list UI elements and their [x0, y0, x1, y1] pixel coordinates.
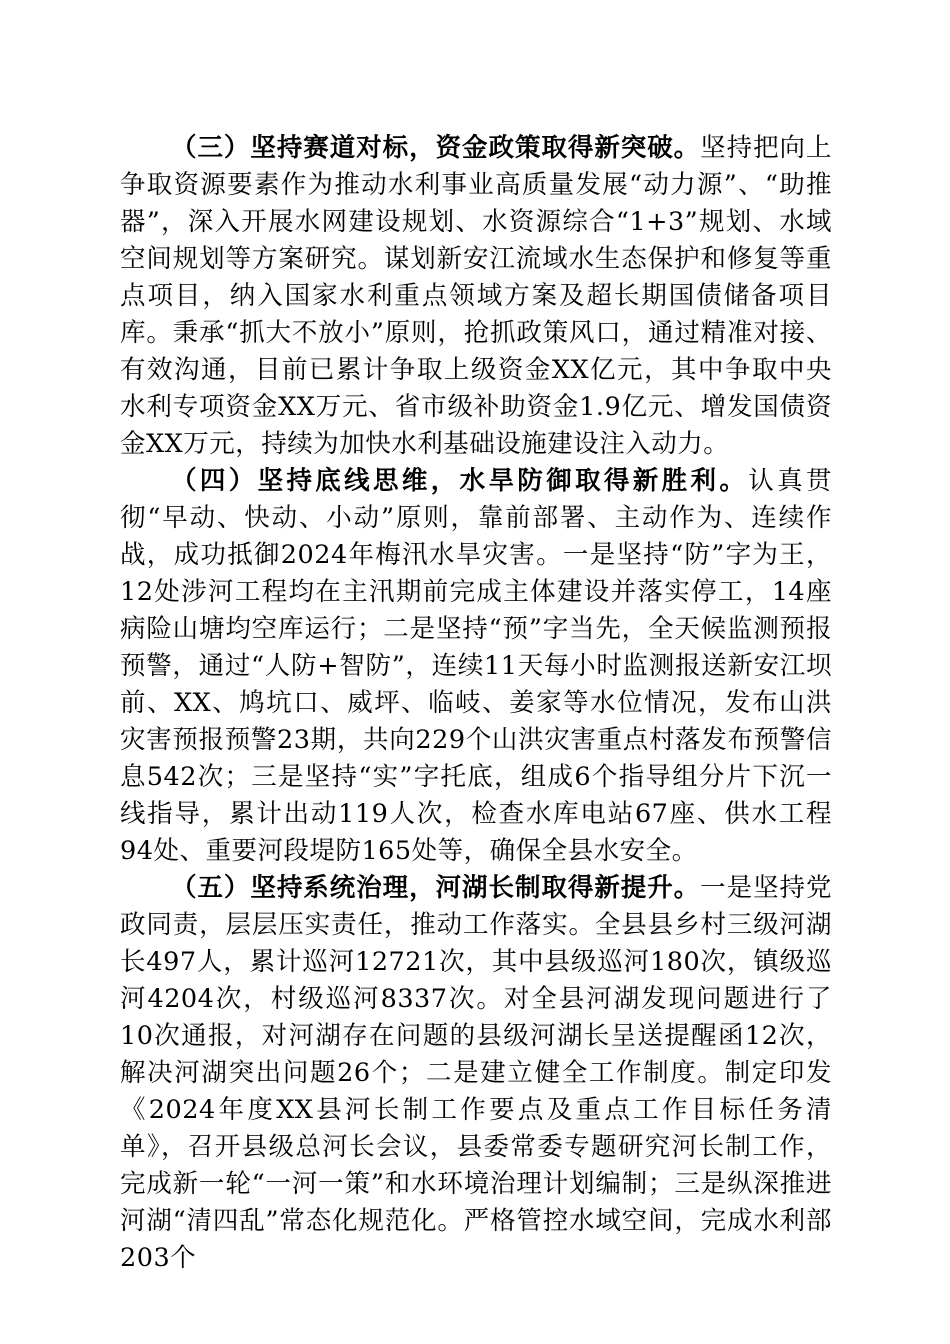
paragraph-flood-drought-defense	[120, 463, 832, 870]
paragraph-river-chief-system	[120, 870, 832, 1277]
paragraph-heading: （四）坚持底线思维，水旱防御取得新胜利。	[171, 466, 749, 496]
document-page	[120, 130, 832, 1277]
paragraph-heading: （五）坚持系统治理，河湖长制取得新提升。	[171, 873, 701, 903]
paragraph-body: 坚持把向上争取资源要素作为推动水利事业高质量发展“动力源”、“助推器”，深入开展水网建设规划、水资源综合“1+3”规划、水域空间规划等方案研究。谋划新安江流域水生态保护和修复等重点项目，纳入国家水利重点领域方案及超长期国债储备项目库。秉承“抓大不放小”原则，抢抓政策风口，通过精准对接、有效沟通，目前已累计争取上级资金XX亿元，其中争取中央水利专项资金XX万元、省市级补助资金1.9亿元、增发国债资金XX万元，持续为加快水利基础设施建设注入动力。	[120, 133, 832, 459]
paragraph-body: 认真贯彻“早动、快动、小动”原则，靠前部署、主动作为、连续作战，成功抵御2024年梅汛水旱灾害。一是坚持“防”字为王，12处涉河工程均在主汛期前完成主体建设并落实停工，14座病险山塘均空库运行；二是坚持“预”字当先，全天候监测预报预警，通过“人防+智防”，连续11天每小时监测报送新安江坝前、XX、鸠坑口、威坪、临岐、姜家等水位情况，发布山洪灾害预报预警23期，共向229个山洪灾害重点村落发布预警信息542次；三是坚持“实”字托底，组成6个指导组分片下沉一线指导，累计出动119人次，检查水库电站67座、供水工程94处、重要河段堤防165处等，确保全县水安全。	[120, 466, 832, 866]
paragraph-funding-policy	[120, 130, 832, 463]
paragraph-heading: （三）坚持赛道对标，资金政策取得新突破。	[171, 133, 701, 163]
paragraph-body: 一是坚持党政同责，层层压实责任，推动工作落实。全县县乡村三级河湖长497人，累计巡河12721次，其中县级巡河180次，镇级巡河4204次，村级巡河8337次。对全县河湖发现问题进行了10次通报，对河湖存在问题的县级河湖长呈送提醒函12次，解决河湖突出问题26个；二是建立健全工作制度。制定印发《2024年度XX县河长制工作要点及重点工作目标任务清单》，召开县级总河长会议，县委常委专题研究河长制工作，完成新一轮“一河一策”和水环境治理计划编制；三是纵深推进河湖“清四乱”常态化规范化。严格管控水域空间，完成水利部203个	[120, 873, 832, 1273]
